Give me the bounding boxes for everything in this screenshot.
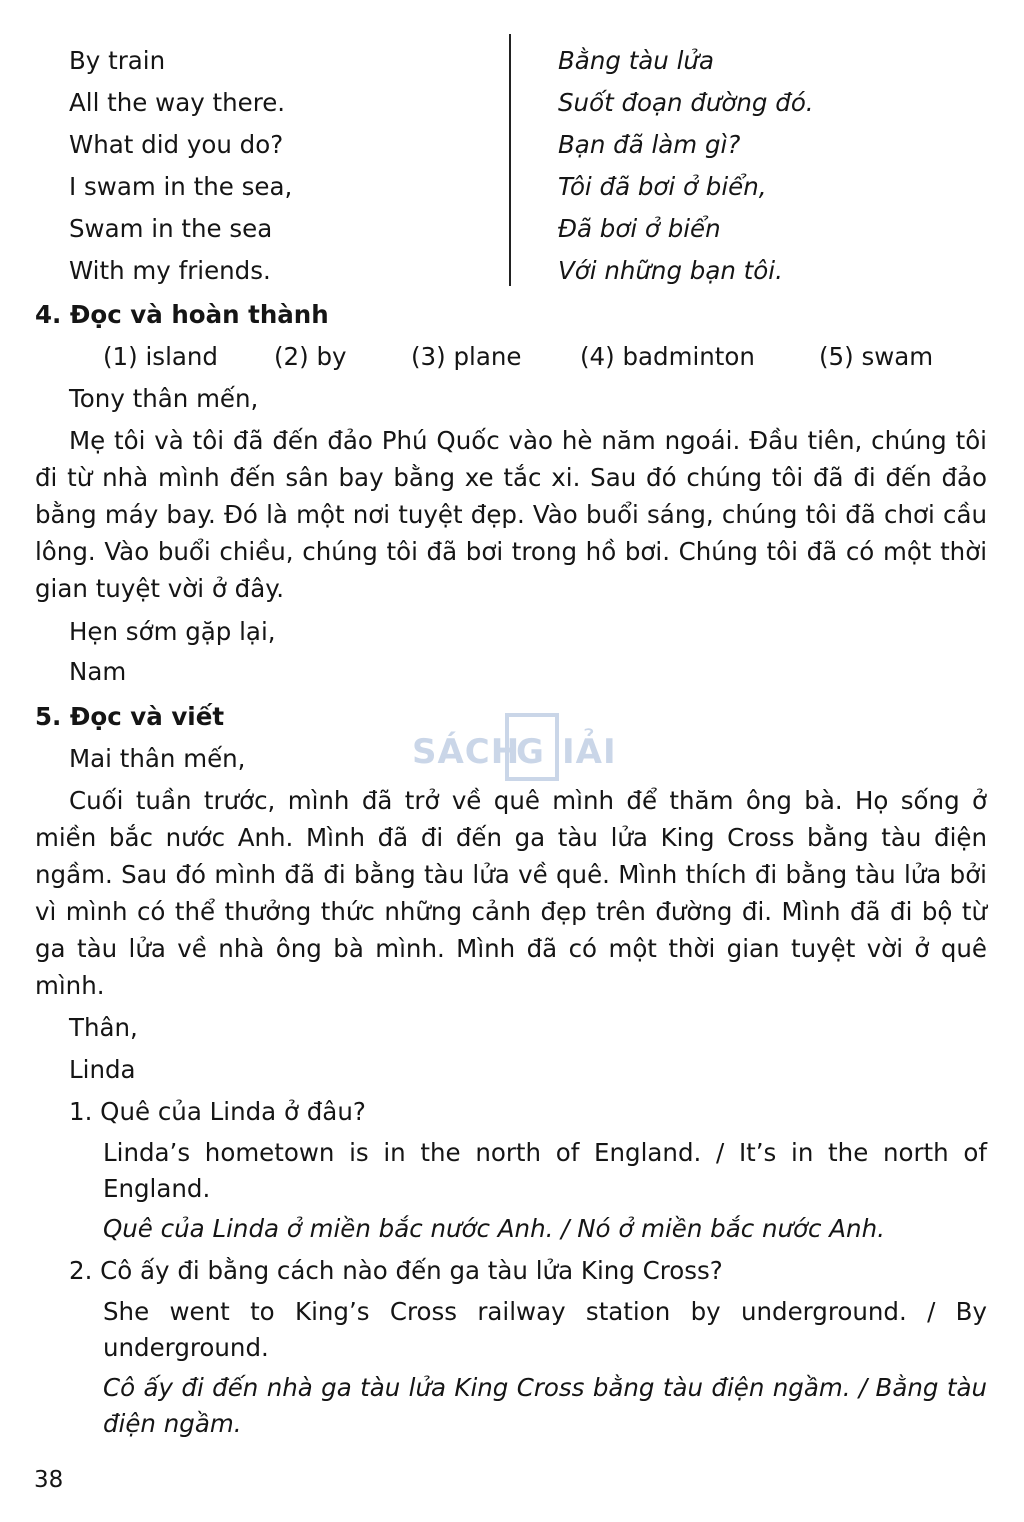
poem-line: Swam in the sea	[69, 214, 273, 243]
poem-line: By train	[69, 46, 166, 75]
word-bank-item: (5) swam	[819, 342, 934, 371]
poem-line: What did you do?	[69, 130, 284, 159]
letter-body: Mẹ tôi và tôi đã đến đảo Phú Quốc vào hè năm ngoái. Đầu tiên, chúng tôi đi từ nhà mình đến sân bay bằng xe tắc xi. Sau đó chúng tôi đã đi đến đảo bằng máy bay. Đó là một nơi tuyệt đẹp. Vào buổi sáng, chúng tôi đã chơi cầu lông. Vào buổi chiều, chúng tôi đã bơi trong hồ bơi. Chúng tôi đã có một thời gian tuyệt vời ở đây.	[35, 426, 987, 603]
column-divider	[509, 34, 511, 286]
question-text: 2. Cô ấy đi bằng cách nào đến ga tàu lửa King Cross?	[69, 1256, 723, 1285]
poem-translation-line: Với những bạn tôi.	[558, 256, 783, 285]
letter-closing: Hẹn sớm gặp lại,	[69, 617, 276, 646]
watermark-text-right: IẢI	[562, 732, 617, 772]
page-number: 38	[34, 1467, 64, 1493]
watermark-logo	[412, 712, 622, 802]
letter-body: Cuối tuần trước, mình đã trở về quê mình để thăm ông bà. Họ sống ở miền bắc nước Anh. Mình đã đi đến ga tàu lửa King Cross bằng tàu điện ngầm. Sau đó mình đã đi bằng tàu lửa về quê. Mình thích đi bằng tàu lửa bởi vì mình có thể thưởng thức những cảnh đẹp trên đường đi. Mình đã đi bộ từ ga tàu lửa về nhà ông bà mình. Mình đã có một thời gian tuyệt vời ở quê mình.	[35, 786, 987, 1000]
poem-line: All the way there.	[69, 88, 286, 117]
letter-closing: Thân,	[69, 1013, 138, 1042]
letter-signature: Nam	[69, 657, 127, 686]
question-text: 1. Quê của Linda ở đâu?	[69, 1097, 366, 1126]
letter-greeting: Mai thân mến,	[69, 744, 246, 773]
poem-translation-line: Suốt đoạn đường đó.	[558, 88, 814, 117]
watermark-letter: G	[516, 732, 545, 772]
word-bank-item: (2) by	[274, 342, 347, 371]
word-bank-item: (1) island	[103, 342, 218, 371]
word-bank-item: (4) badminton	[580, 342, 755, 371]
answer-translation: Cô ấy đi đến nhà ga tàu lửa King Cross bằng tàu điện ngầm. / Bằng tàu điện ngầm.	[103, 1373, 987, 1438]
poem-translation-line: Bạn đã làm gì?	[558, 130, 741, 159]
section-4-title: 4. Đọc và hoàn thành	[35, 300, 329, 329]
section-5-title: 5. Đọc và viết	[35, 702, 225, 731]
poem-translation-line: Tôi đã bơi ở biển,	[558, 172, 767, 201]
answer-text: She went to King’s Cross railway station by underground. / By underground.	[103, 1297, 987, 1362]
letter-greeting: Tony thân mến,	[69, 384, 259, 413]
poem-translation-line: Bằng tàu lửa	[558, 46, 714, 75]
answer-translation: Quê của Linda ở miền bắc nước Anh. / Nó ở miền bắc nước Anh.	[103, 1214, 885, 1243]
word-bank-item: (3) plane	[411, 342, 522, 371]
poem-line: With my friends.	[69, 256, 271, 285]
watermark-text-left: SÁCH	[412, 732, 521, 772]
answer-text: Linda’s hometown is in the north of England. / It’s in the north of England.	[103, 1138, 987, 1203]
poem-line: I swam in the sea,	[69, 172, 293, 201]
poem-translation-line: Đã bơi ở biển	[558, 214, 721, 243]
letter-signature: Linda	[69, 1055, 136, 1084]
